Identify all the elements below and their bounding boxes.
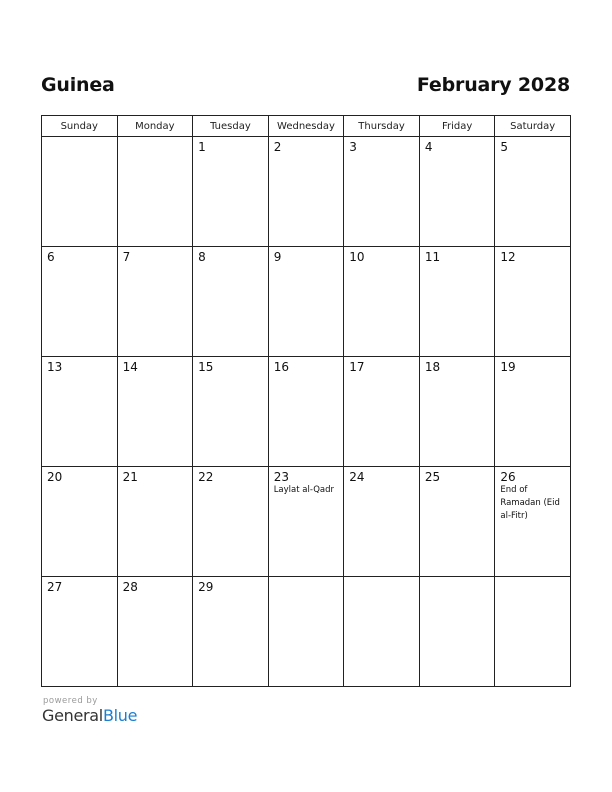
day-number xyxy=(495,577,570,580)
day-cell[interactable] xyxy=(344,137,420,247)
day-cell[interactable] xyxy=(419,467,495,577)
day-number: 16 xyxy=(273,360,289,374)
brand-general: General xyxy=(42,706,103,725)
day-number: 17 xyxy=(349,360,365,374)
week-row xyxy=(42,247,571,357)
country-title: Guinea xyxy=(41,74,115,96)
day-number: 29 xyxy=(198,580,214,594)
calendar-header xyxy=(41,70,570,100)
day-cell[interactable] xyxy=(193,357,269,467)
day-number: 12 xyxy=(500,250,516,264)
day-number: 25 xyxy=(424,470,441,484)
weekday-thursday: Thursday xyxy=(344,116,420,137)
day-number: 2 xyxy=(273,140,282,154)
day-cell[interactable] xyxy=(117,137,193,247)
day-number: 11 xyxy=(424,250,441,264)
day-number: 27 xyxy=(47,580,63,594)
day-cell[interactable] xyxy=(344,467,420,577)
day-cell[interactable] xyxy=(268,577,344,687)
day-number xyxy=(269,577,344,580)
day-cell[interactable] xyxy=(495,467,571,577)
day-number: 19 xyxy=(500,360,516,374)
day-number: 28 xyxy=(122,580,138,594)
day-cell[interactable] xyxy=(268,137,344,247)
day-number: 22 xyxy=(198,470,214,484)
day-number: 8 xyxy=(198,250,206,264)
day-number: 14 xyxy=(122,360,138,374)
day-cell[interactable] xyxy=(344,357,420,467)
day-number: 18 xyxy=(424,360,441,374)
day-number: 20 xyxy=(47,470,63,484)
holiday-label: Laylat al-Qadr xyxy=(273,485,335,495)
day-number: 10 xyxy=(349,250,365,264)
day-cell[interactable] xyxy=(495,247,571,357)
day-cell[interactable] xyxy=(117,247,193,357)
weekday-sunday: Sunday xyxy=(42,116,118,137)
day-number: 7 xyxy=(122,250,131,264)
day-cell[interactable] xyxy=(193,137,269,247)
day-number xyxy=(344,577,419,580)
weekday-tuesday: Tuesday xyxy=(193,116,269,137)
day-number: 23 xyxy=(273,470,289,484)
week-row xyxy=(42,467,571,577)
day-number: 1 xyxy=(198,140,206,154)
week-row xyxy=(42,357,571,467)
powered-by-text: powered by xyxy=(43,696,98,706)
weekday-monday: Monday xyxy=(117,116,193,137)
day-number: 26 xyxy=(500,470,516,484)
weekday-wednesday: Wednesday xyxy=(268,116,344,137)
day-cell[interactable] xyxy=(117,467,193,577)
calendar-grid xyxy=(41,115,571,687)
day-cell[interactable] xyxy=(42,247,118,357)
month-year-title: February 2028 xyxy=(416,74,570,96)
day-cell[interactable] xyxy=(419,137,495,247)
week-row xyxy=(42,137,571,247)
generalblue-logo[interactable] xyxy=(42,706,137,725)
day-cell[interactable] xyxy=(419,357,495,467)
day-cell[interactable] xyxy=(42,357,118,467)
day-number xyxy=(42,137,117,140)
day-number xyxy=(420,577,495,580)
day-cell[interactable] xyxy=(42,577,118,687)
day-number: 15 xyxy=(198,360,214,374)
day-cell[interactable] xyxy=(193,247,269,357)
day-cell[interactable] xyxy=(268,247,344,357)
day-cell[interactable] xyxy=(344,247,420,357)
day-number: 6 xyxy=(47,250,55,264)
day-number: 24 xyxy=(349,470,365,484)
day-cell[interactable] xyxy=(268,357,344,467)
day-number: 3 xyxy=(349,140,357,154)
day-cell[interactable] xyxy=(193,577,269,687)
day-number: 5 xyxy=(500,140,509,154)
weekday-friday: Friday xyxy=(419,116,495,137)
holiday-label: End of Ramadan (Eid al-Fitr) xyxy=(500,485,560,521)
day-cell[interactable] xyxy=(268,467,344,577)
day-number: 4 xyxy=(424,140,433,154)
day-number: 13 xyxy=(47,360,63,374)
day-cell[interactable] xyxy=(117,357,193,467)
weekday-saturday: Saturday xyxy=(495,116,571,137)
week-row xyxy=(42,577,571,687)
day-cell[interactable] xyxy=(495,357,571,467)
day-cell[interactable] xyxy=(495,137,571,247)
day-number: 21 xyxy=(122,470,138,484)
day-cell[interactable] xyxy=(419,247,495,357)
day-cell[interactable] xyxy=(344,577,420,687)
day-cell[interactable] xyxy=(193,467,269,577)
day-cell[interactable] xyxy=(42,467,118,577)
day-cell[interactable] xyxy=(495,577,571,687)
day-cell[interactable] xyxy=(42,137,118,247)
brand-blue: Blue xyxy=(102,706,138,725)
day-cell[interactable] xyxy=(117,577,193,687)
day-number: 9 xyxy=(273,250,282,264)
weekday-header-row xyxy=(42,116,571,137)
day-cell[interactable] xyxy=(419,577,495,687)
day-number xyxy=(118,137,193,140)
footer-branding xyxy=(42,696,137,725)
